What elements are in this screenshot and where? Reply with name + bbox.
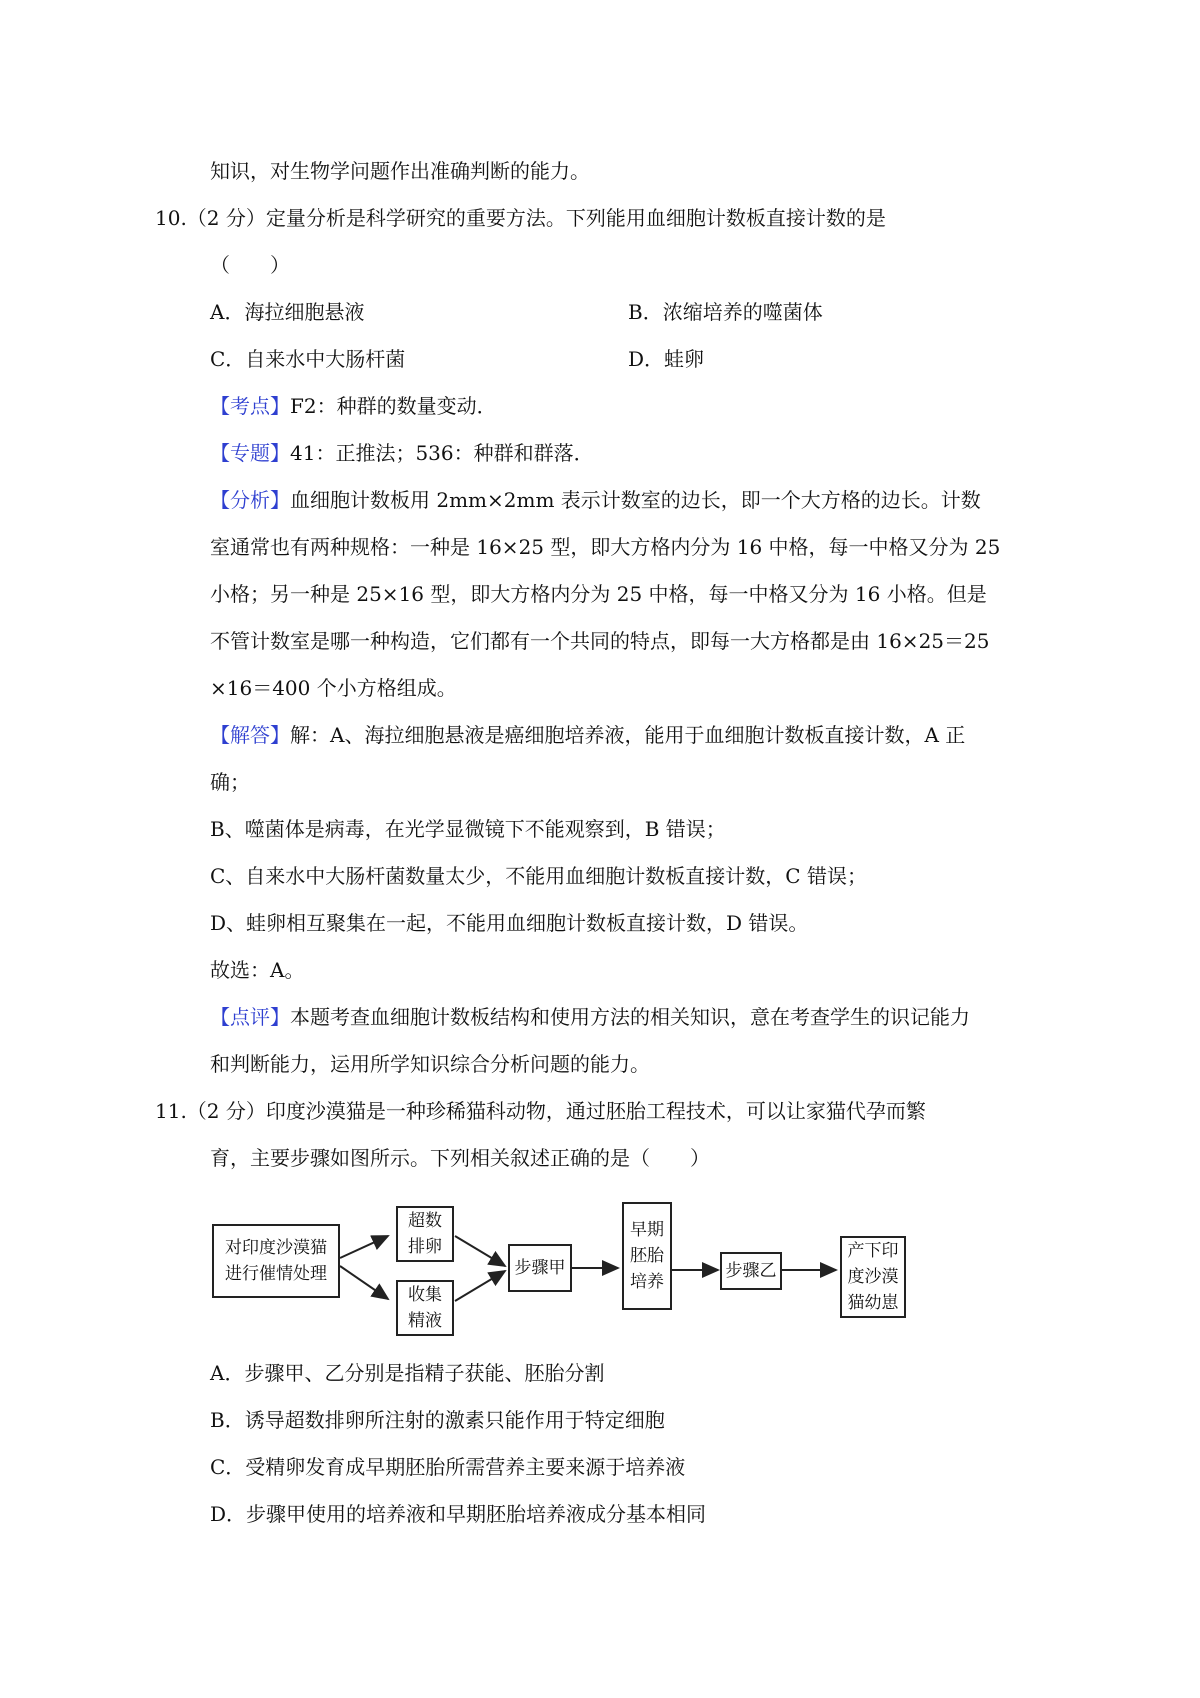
box-kittens-born: 产下印 度沙漠 猫幼崽 [840,1236,906,1318]
q10-jieda-line3: B、噬菌体是病毒，在光学显微镜下不能观察到，B 错误； [210,817,726,841]
q10-jieda-line1 [210,720,965,750]
q10-jieda-line5: D、蛙卵相互聚集在一起，不能用血细胞计数板直接计数，D 错误。 [210,911,809,935]
q11-stem-line2: 育，主要步骤如图所示。下列相关叙述正确的是（ ） [210,1146,710,1170]
q10-stem-line2: （ ） [210,253,290,277]
q10-option-d[interactable]: D．蛙卵 [628,347,705,371]
q10-dianping-line1 [210,1002,970,1032]
q10-zhuanti [210,438,594,468]
q10-option-a[interactable]: A．海拉细胞悬液 [210,300,365,324]
q10-stem-line1: 10.（2 分）定量分析是科学研究的重要方法。下列能用血细胞计数板直接计数的是 [155,206,886,230]
kaodian-text: F2：种群的数量变动． [290,394,497,418]
box-collect-semen: 收集 精液 [396,1280,454,1336]
box-early-embryo-culture: 早期 胚胎 培养 [622,1202,672,1310]
box-superovulation: 超数 排卵 [396,1206,454,1262]
dianping-text-1: 本题考查血细胞计数板结构和使用方法的相关知识，意在考查学生的识记能力 [290,1005,970,1029]
arrow-box1-to-box3 [340,1266,388,1299]
q11-option-d[interactable]: D．步骤甲使用的培养液和早期胚胎培养液成分基本相同 [210,1502,707,1526]
jieda-text-1: 解：A、海拉细胞悬液是癌细胞培养液，能用于血细胞计数板直接计数，A 正 [290,723,966,747]
dianping-tag: 【点评】 [210,1005,290,1029]
q11-option-c[interactable]: C．受精卵发育成早期胚胎所需营养主要来源于培养液 [210,1455,686,1479]
arrow-box3-to-box4 [455,1271,505,1301]
top-text: 知识，对生物学问题作出准确判断的能力。 [210,159,590,183]
zhuanti-text: 41：正推法；536：种群和群落． [290,441,594,465]
jieda-tag: 【解答】 [210,723,290,747]
zhuanti-tag: 【专题】 [210,441,290,465]
arrow-box2-to-box4 [455,1236,505,1266]
q11-option-a[interactable]: A．步骤甲、乙分别是指精子获能、胚胎分割 [210,1361,605,1385]
q10-option-b[interactable]: B．浓缩培养的噬菌体 [628,300,823,324]
q10-jieda-line2: 确； [210,770,250,794]
q10-jieda-line4: C、自来水中大肠杆菌数量太少，不能用血细胞计数板直接计数，C 错误； [210,864,867,888]
q10-fenxi-line5: ×16＝400 个小方格组成。 [210,676,457,700]
q10-fenxi-line3: 小格；另一种是 25×16 型，即大方格内分为 25 中格，每一中格又分为 16 小格。但是 [210,582,987,606]
q10-fenxi-line2: 室通常也有两种规格：一种是 16×25 型，即大方格内分为 16 中格，每一中格又分为 25 [210,535,1001,559]
arrow-box1-to-box2 [340,1236,388,1258]
fenxi-tag: 【分析】 [210,488,290,512]
fenxi-text-1: 血细胞计数板用 2mm×2mm 表示计数室的边长，即一个大方格的边长。计数 [290,488,981,512]
q11-stem-line1: 11.（2 分）印度沙漠猫是一种珍稀猫科动物，通过胚胎工程技术，可以让家猫代孕而繁 [155,1099,926,1123]
box-estrus-treatment: 对印度沙漠猫 进行催情处理 [212,1224,340,1298]
kaodian-tag: 【考点】 [210,394,290,418]
q10-jieda-line6: 故选：A。 [210,958,305,982]
q10-fenxi-line1 [210,485,981,515]
q10-kaodian [210,391,497,421]
q10-fenxi-line4: 不管计数室是哪一种构造，它们都有一个共同的特点，即每一大方格都是由 16×25＝25 [210,629,990,653]
q10-dianping-line2: 和判断能力，运用所学知识综合分析问题的能力。 [210,1052,650,1076]
q11-option-b[interactable]: B．诱导超数排卵所注射的激素只能作用于特定细胞 [210,1408,665,1432]
q10-option-c[interactable]: C．自来水中大肠杆菌 [210,347,406,371]
flow-diagram [210,1196,910,1346]
box-step-yi: 步骤乙 [720,1252,782,1290]
box-step-jia: 步骤甲 [508,1244,572,1292]
